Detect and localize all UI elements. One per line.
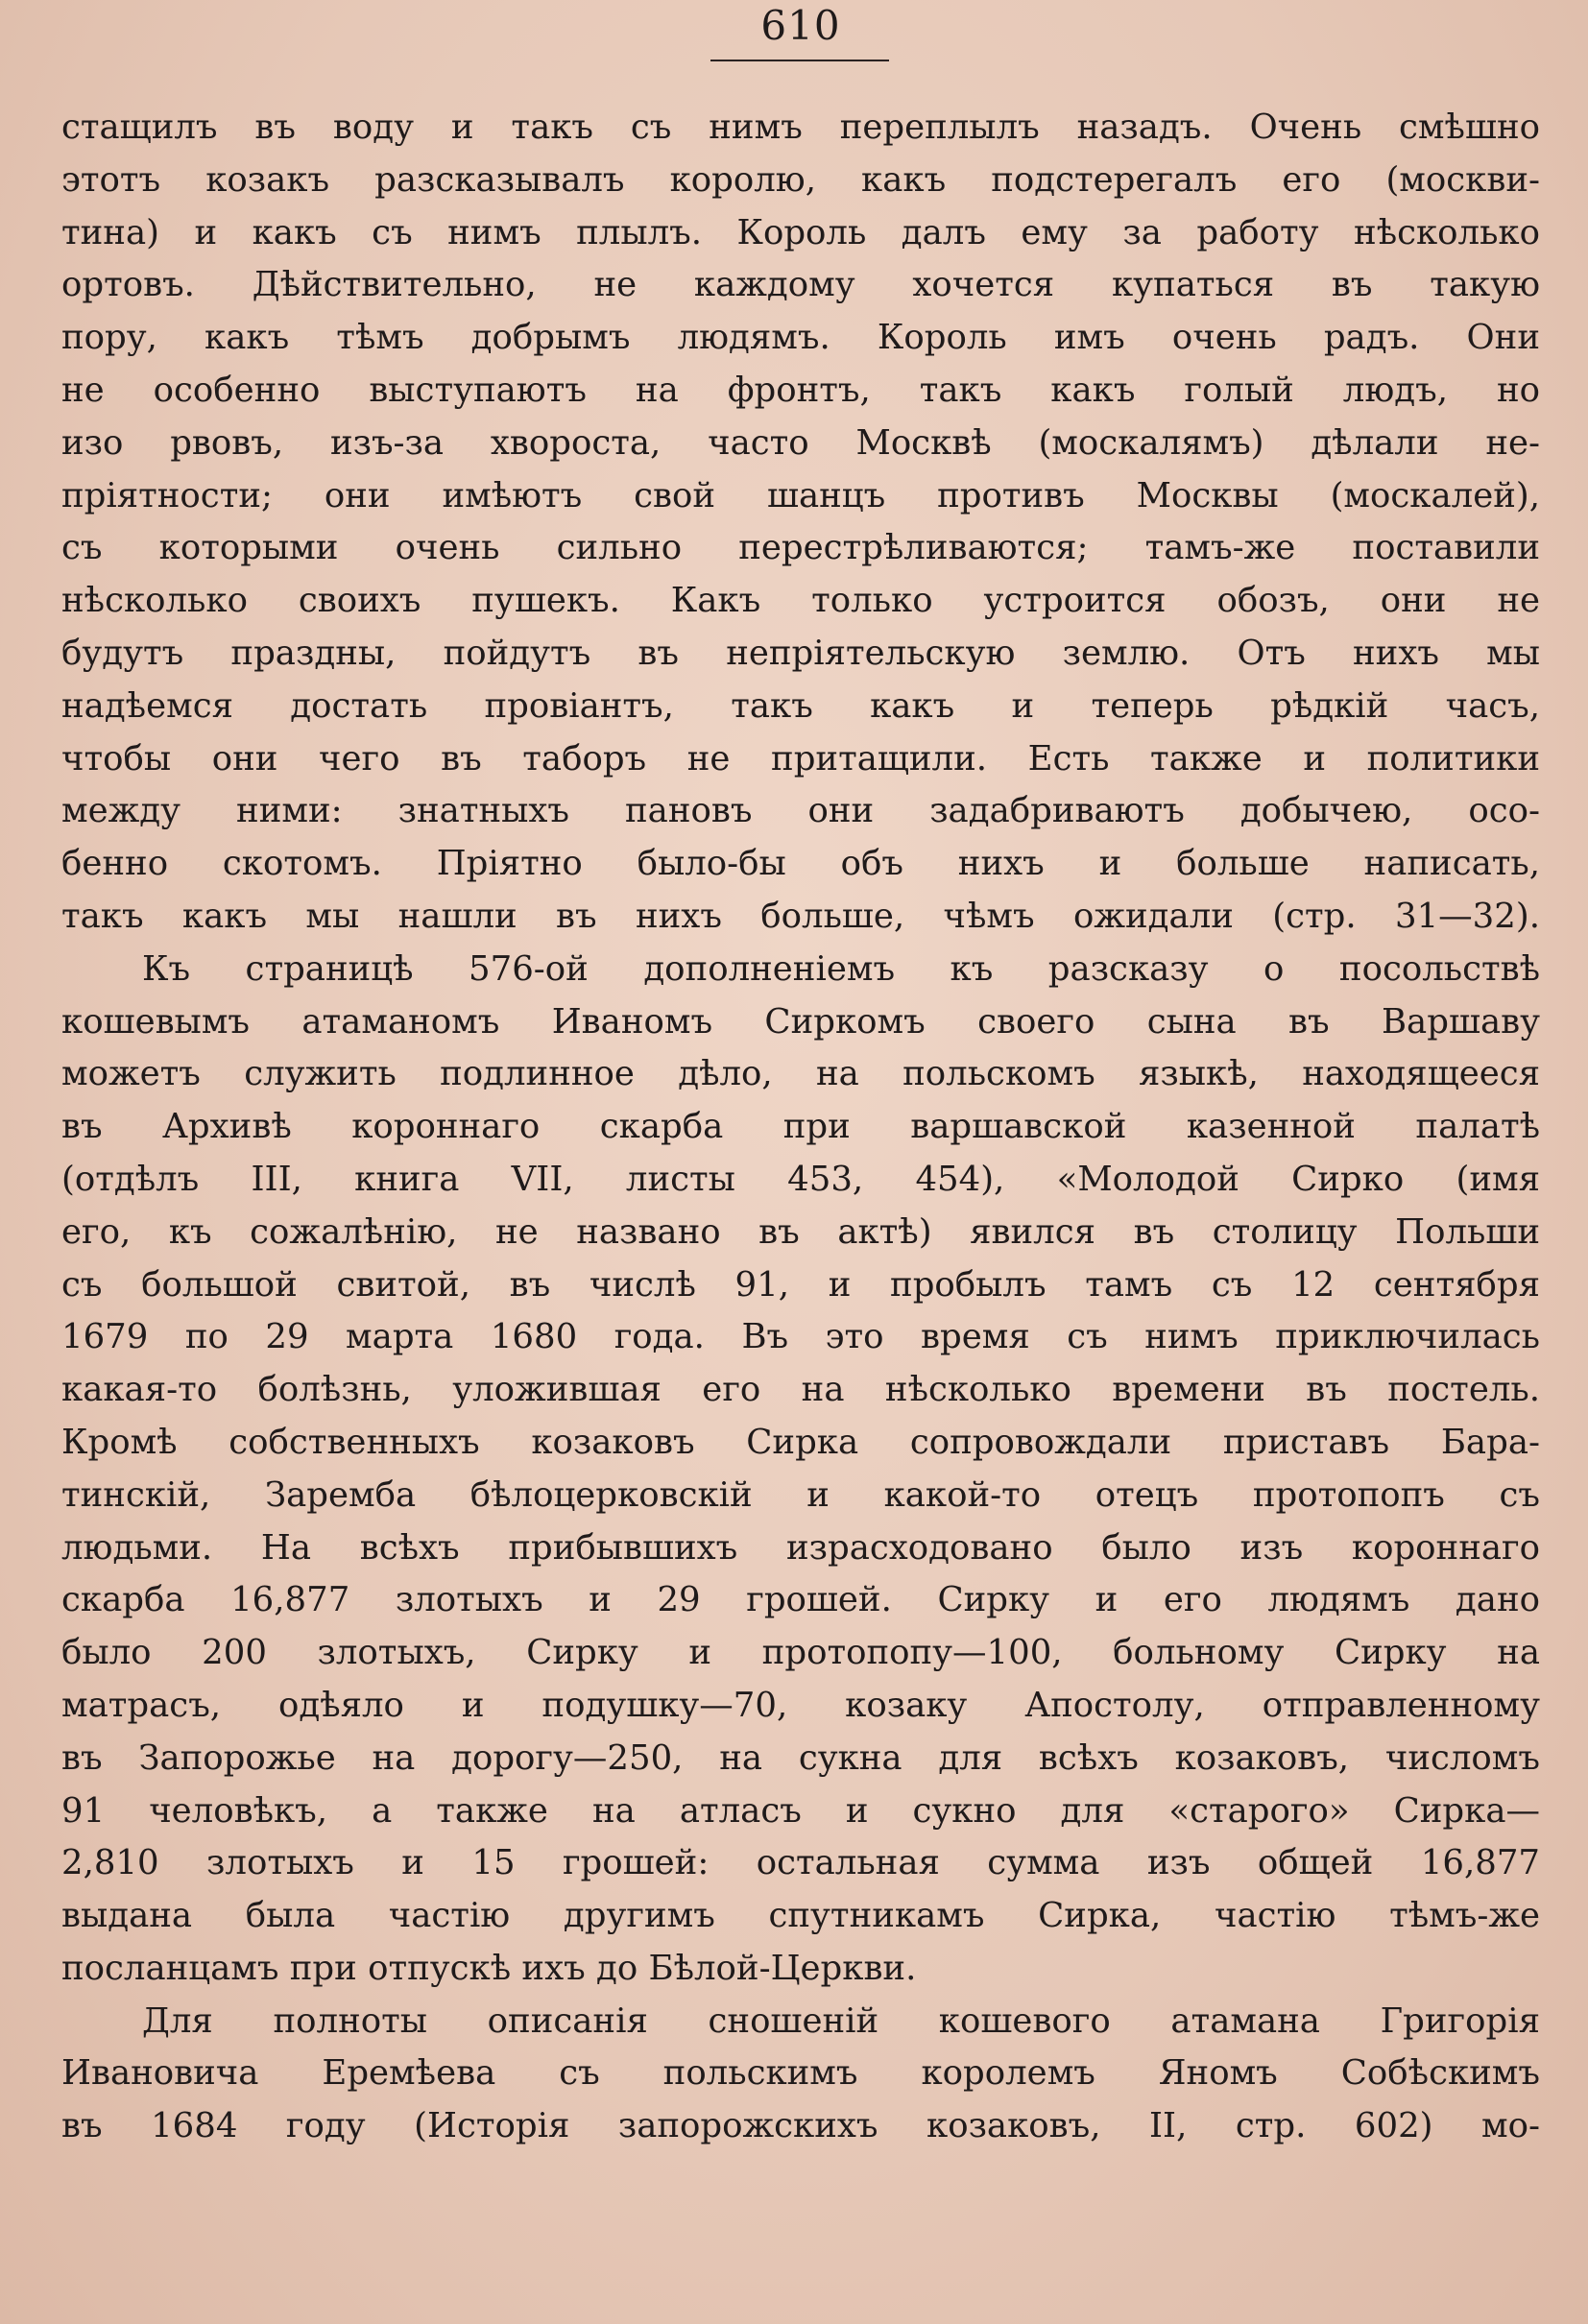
body-text bbox=[61, 102, 1540, 2153]
text-line: съ которыми очень сильно перестрѣливаются; тамъ-же поставили bbox=[61, 528, 1540, 568]
text-line: людьми. На всѣхъ прибывшихъ израсходовано было изъ короннаго bbox=[61, 1527, 1540, 1568]
text-line: скарба 16,877 злотыхъ и 29 грошей. Сирку и его людямъ дано bbox=[61, 1580, 1540, 1620]
text-line: такъ какъ мы нашли въ нихъ больше, чѣмъ ожидали (стр. 31—32). bbox=[61, 896, 1540, 936]
text-line: Ивановича Еремѣева съ польскимъ королемъ Яномъ Собѣскимъ bbox=[61, 2053, 1540, 2094]
text-line: стащилъ въ воду и такъ съ нимъ переплылъ назадъ. Очень смѣшно bbox=[61, 108, 1540, 147]
text-line: ортовъ. Дѣйствительно, не каждому хочется купаться въ такую bbox=[61, 265, 1540, 305]
text-line: 1679 по 29 марта 1680 года. Въ это время съ нимъ приключилась bbox=[61, 1317, 1540, 1357]
text-line: (отдѣлъ III, книга VII, листы 453, 454), «Молодой Сирко (имя bbox=[61, 1159, 1540, 1199]
text-line: съ большой свитой, въ числѣ 91, и пробылъ тамъ съ 12 сентября bbox=[61, 1264, 1540, 1305]
book-page bbox=[61, 0, 1540, 2324]
text-line: въ Запорожье на дорогу—250, на сукна для всѣхъ козаковъ, числомъ bbox=[61, 1737, 1540, 1778]
text-line: можетъ служить подлинное дѣло, на польскомъ языкѣ, находящееся bbox=[61, 1054, 1540, 1094]
text-line: 91 человѣкъ, а также на атласъ и сукно для «старого» Сирка— bbox=[61, 1790, 1540, 1831]
text-line: какая-то болѣзнь, уложившая его на нѣсколько времени въ постель. bbox=[61, 1370, 1540, 1410]
text-line: будутъ праздны, пойдутъ въ непріятельскую землю. Отъ нихъ мы bbox=[61, 633, 1540, 673]
text-line: пріятности; они имѣютъ свой шанцъ противъ Москвы (москалей), bbox=[61, 475, 1540, 515]
text-line: было 200 злотыхъ, Сирку и протопопу—100, больному Сирку на bbox=[61, 1633, 1540, 1673]
text-line: посланцамъ при отпускѣ ихъ до Бѣлой-Церкви. bbox=[61, 1948, 917, 1988]
text-line: пору, какъ тѣмъ добрымъ людямъ. Король имъ очень радъ. Они bbox=[61, 318, 1540, 358]
text-line: не особенно выступаютъ на фронтъ, такъ какъ голый людъ, но bbox=[61, 370, 1540, 410]
text-line: изо рвовъ, изъ-за хвороста, часто Москвѣ (москалямъ) дѣлали не- bbox=[61, 422, 1540, 463]
page-number: 610 bbox=[760, 2, 841, 49]
text-line: надѣемся достать провіантъ, такъ какъ и теперь рѣдкій часъ, bbox=[61, 685, 1540, 726]
text-line: тинскій, Заремба бѣлоцерковскій и какой-то отецъ протопопъ съ bbox=[61, 1474, 1540, 1515]
text-line: его, къ сожалѣнію, не названо въ актѣ) явился въ столицу Польши bbox=[61, 1211, 1540, 1252]
header-rule bbox=[710, 60, 889, 61]
text-line: въ 1684 году (Исторія запорожскихъ козаковъ, II, стр. 602) мо- bbox=[61, 2106, 1540, 2146]
text-line: Къ страницѣ 576-ой дополненіемъ къ разсказу о посольствѣ bbox=[142, 948, 1540, 989]
text-line: выдана была частію другимъ спутникамъ Сирка, частію тѣмъ-же bbox=[61, 1896, 1540, 1936]
text-line: чтобы они чего въ таборъ не притащили. Есть также и политики bbox=[61, 738, 1540, 779]
text-line: Кромѣ собственныхъ козаковъ Сирка сопровождали приставъ Бара- bbox=[61, 1422, 1540, 1462]
text-line: кошевымъ атаманомъ Иваномъ Сиркомъ своего сына въ Варшаву bbox=[61, 1001, 1540, 1042]
text-line: нѣсколько своихъ пушекъ. Какъ только устроится обозъ, они не bbox=[61, 581, 1540, 621]
text-line: этотъ козакъ разсказывалъ королю, какъ подстерегалъ его (москви- bbox=[61, 159, 1540, 200]
text-line: бенно скотомъ. Пріятно было-бы объ нихъ и больше написать, bbox=[61, 844, 1540, 884]
text-line: въ Архивѣ короннаго скарба при варшавской казенной палатѣ bbox=[61, 1107, 1540, 1147]
text-line: между ними: знатныхъ пановъ они задабриваютъ добычею, осо- bbox=[61, 791, 1540, 831]
text-line: 2,810 злотыхъ и 15 грошей: остальная сумма изъ общей 16,877 bbox=[61, 1843, 1540, 1883]
text-line: тина) и какъ съ нимъ плылъ. Король далъ ему за работу нѣсколько bbox=[61, 212, 1540, 252]
text-line: Для полноты описанія сношеній кошевого атамана Григорія bbox=[142, 2001, 1540, 2041]
text-line: матрасъ, одѣяло и подушку—70, козаку Апостолу, отправленному bbox=[61, 1685, 1540, 1725]
